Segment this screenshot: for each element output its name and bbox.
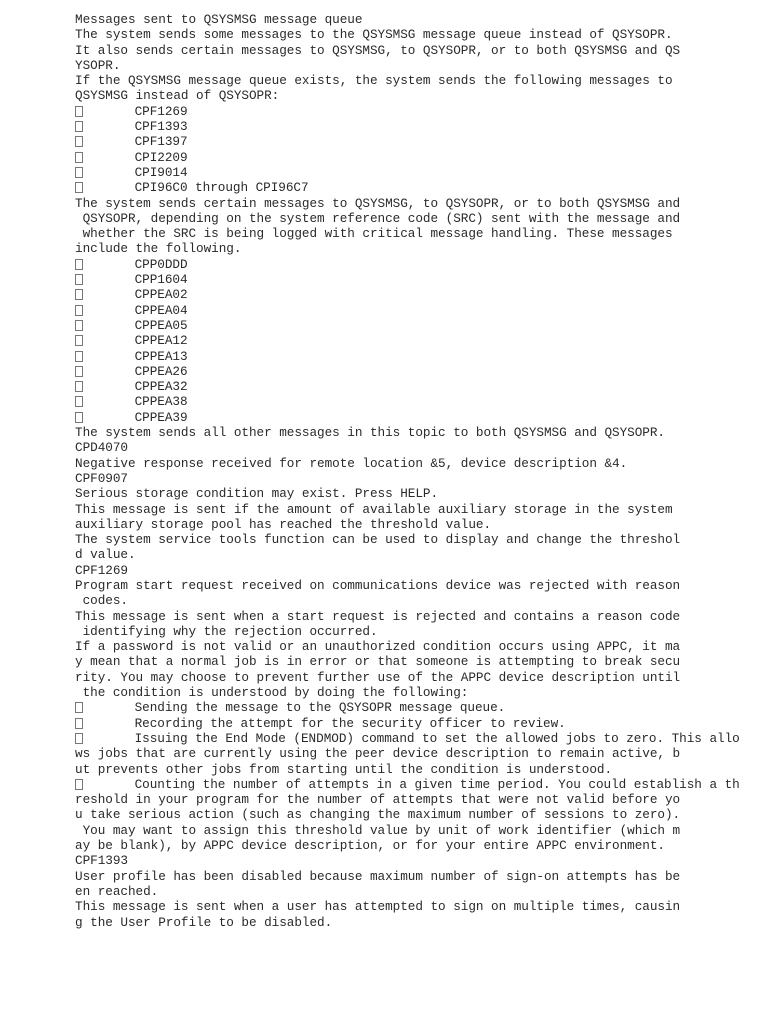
missing-glyph-bullet-icon <box>75 381 83 392</box>
missing-glyph-bullet-icon <box>75 152 83 163</box>
bullet-item <box>75 272 755 287</box>
text-line: QSYSMSG instead of QSYSOPR: <box>75 88 280 104</box>
bullet-text: CPPEA13 <box>134 348 188 364</box>
bullet-text: CPPEA26 <box>134 363 188 379</box>
document-body <box>75 12 755 930</box>
bullet-text: CPPEA05 <box>134 317 188 333</box>
missing-glyph-bullet-icon <box>75 366 83 377</box>
bullet-text: CPPEA32 <box>134 379 188 395</box>
text-line: The system sends all other messages in this topic to both QSYSMSG and QSYSOPR. <box>75 425 665 441</box>
missing-glyph-bullet-icon <box>75 167 83 178</box>
missing-glyph-bullet-icon <box>75 106 83 117</box>
text-line: YSOPR. <box>75 57 121 73</box>
text-line: auxiliary storage pool has reached the threshold value. <box>75 516 492 532</box>
bullet-item <box>75 364 755 379</box>
bullet-item <box>75 410 755 425</box>
text-line: The system sends certain messages to QSYSMSG, to QSYSOPR, or to both QSYSMSG and <box>75 195 681 211</box>
bullet-text: CPPEA12 <box>134 333 188 349</box>
bullet-item <box>75 777 755 792</box>
text-line: d value. <box>75 547 136 563</box>
missing-glyph-bullet-icon <box>75 182 83 193</box>
bullet-text: CPI9014 <box>134 164 188 180</box>
bullet-text: CPPEA02 <box>134 287 188 303</box>
text-line: User profile has been disabled because maximum number of sign-on attempts has be <box>75 868 681 884</box>
bullet-item <box>75 303 755 318</box>
text-line: Serious storage condition may exist. Press HELP. <box>75 486 439 502</box>
bullet-text: CPI2209 <box>134 149 188 165</box>
bullet-text: CPPEA38 <box>134 394 188 410</box>
text-line: Program start request received on communications device was rejected with reason <box>75 577 681 593</box>
text-line: ws jobs that are currently using the peer device description to remain active, b <box>75 746 681 762</box>
text-line: reshold in your program for the number of attempts that were not valid before yo <box>75 792 681 808</box>
bullet-item <box>75 349 755 364</box>
missing-glyph-bullet-icon <box>75 335 83 346</box>
bullet-item <box>75 134 755 149</box>
bullet-item <box>75 700 755 715</box>
text-line: CPD4070 <box>75 440 128 456</box>
missing-glyph-bullet-icon <box>75 396 83 407</box>
missing-glyph-bullet-icon <box>75 136 83 147</box>
bullet-text: Recording the attempt for the security officer to review. <box>134 715 566 731</box>
text-line: CPF1269 <box>75 562 128 578</box>
missing-glyph-bullet-icon <box>75 779 83 790</box>
text-line: g the User Profile to be disabled. <box>75 914 333 930</box>
missing-glyph-bullet-icon <box>75 305 83 316</box>
bullet-item <box>75 180 755 195</box>
bullet-item <box>75 731 755 746</box>
bullet-item <box>75 379 755 394</box>
bullet-item <box>75 287 755 302</box>
text-line: It also sends certain messages to QSYSMSG, to QSYSOPR, or to both QSYSMSG and QS <box>75 42 681 58</box>
bullet-text: CPP0DDD <box>134 256 188 272</box>
text-line: rity. You may choose to prevent further use of the APPC device description until <box>75 669 681 685</box>
missing-glyph-bullet-icon <box>75 320 83 331</box>
bullet-text: CPI96C0 through CPI96C7 <box>134 180 309 196</box>
text-line: the condition is understood by doing the following: <box>75 685 469 701</box>
bullet-item <box>75 394 755 409</box>
bullet-text: CPPEA39 <box>134 409 188 425</box>
text-line: ut prevents other jobs from starting until the condition is understood. <box>75 761 613 777</box>
bullet-item <box>75 119 755 134</box>
missing-glyph-bullet-icon <box>75 733 83 744</box>
bullet-text: CPF1393 <box>134 119 188 135</box>
text-line: You may want to assign this threshold value by unit of work identifier (which m <box>75 822 681 838</box>
bullet-item <box>75 165 755 180</box>
bullet-text: CPF1269 <box>134 103 188 119</box>
bullet-text: CPF1397 <box>134 134 188 150</box>
missing-glyph-bullet-icon <box>75 412 83 423</box>
bullet-text: Sending the message to the QSYSOPR message queue. <box>134 700 506 716</box>
bullet-text: Issuing the End Mode (ENDMOD) command to set the allowed jobs to zero. This allo <box>134 730 740 746</box>
missing-glyph-bullet-icon <box>75 351 83 362</box>
bullet-item <box>75 333 755 348</box>
bullet-text: Counting the number of attempts in a given time period. You could establish a th <box>134 776 740 792</box>
text-line: Messages sent to QSYSMSG message queue <box>75 12 363 27</box>
bullet-text: CPP1604 <box>134 272 188 288</box>
text-line: include the following. <box>75 241 242 257</box>
missing-glyph-bullet-icon <box>75 121 83 132</box>
missing-glyph-bullet-icon <box>75 718 83 729</box>
bullet-item <box>75 318 755 333</box>
text-line: The system service tools function can be used to display and change the threshol <box>75 532 681 548</box>
bullet-item <box>75 257 755 272</box>
text-line: The system sends some messages to the QSYSMSG message queue instead of QSYSOPR. <box>75 27 673 43</box>
text-line: u take serious action (such as changing the maximum number of sessions to zero). <box>75 807 681 823</box>
bullet-item <box>75 150 755 165</box>
text-line: If a password is not valid or an unauthorized condition occurs using APPC, it ma <box>75 639 681 655</box>
text-line: CPF1393 <box>75 853 128 869</box>
bullet-item <box>75 716 755 731</box>
bullet-text: CPPEA04 <box>134 302 188 318</box>
missing-glyph-bullet-icon <box>75 274 83 285</box>
text-line: codes. <box>75 593 128 609</box>
text-line: whether the SRC is being logged with critical message handling. These messages <box>75 226 673 242</box>
text-line: If the QSYSMSG message queue exists, the system sends the following messages to <box>75 73 673 89</box>
text-line: y mean that a normal job is in error or that someone is attempting to break secu <box>75 654 681 670</box>
text-line: ay be blank), by APPC device description, or for your entire APPC environment. <box>75 838 665 854</box>
missing-glyph-bullet-icon <box>75 702 83 713</box>
text-line: This message is sent if the amount of available auxiliary storage in the system <box>75 501 673 517</box>
bullet-item <box>75 104 755 119</box>
text-line: This message is sent when a start request is rejected and contains a reason code <box>75 608 681 624</box>
missing-glyph-bullet-icon <box>75 259 83 270</box>
text-line: identifying why the rejection occurred. <box>75 623 378 639</box>
text-line: en reached. <box>75 883 159 899</box>
text-line: This message is sent when a user has attempted to sign on multiple times, causin <box>75 899 681 915</box>
text-line: CPF0907 <box>75 470 128 486</box>
missing-glyph-bullet-icon <box>75 289 83 300</box>
text-line: Negative response received for remote location &5, device description &4. <box>75 455 628 471</box>
text-line: QSYSOPR, depending on the system reference code (SRC) sent with the message and <box>75 210 681 226</box>
